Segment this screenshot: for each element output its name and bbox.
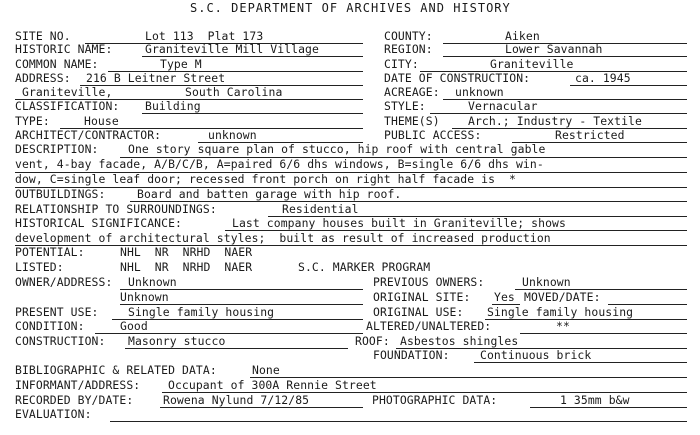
condition-value: Good — [120, 319, 148, 333]
date-of-construction-value: ca. 1945 — [575, 71, 631, 85]
outbuildings-label: OUTBUILDINGS: — [15, 187, 106, 201]
type-value: House — [84, 114, 119, 128]
present-use-label: PRESENT USE: — [15, 305, 99, 319]
significance-line-1: Last company houses built in Graniteville; shows — [232, 216, 566, 230]
condition-label: CONDITION: — [15, 319, 85, 333]
bibliographic-label: BIBLIOGRAPHIC & RELATED DATA: — [15, 363, 217, 377]
photographic-value: 1 35mm b&w — [560, 393, 630, 407]
acreage-label: ACREAGE: — [384, 85, 440, 99]
potential-options: NHL NR NRHD NAER — [120, 245, 253, 259]
form-title: S.C. DEPARTMENT OF ARCHIVES AND HISTORY — [190, 1, 511, 15]
original-use-label: ORIGINAL USE: — [373, 305, 464, 319]
owner-label: OWNER/ADDRESS: — [15, 275, 113, 289]
potential-label: POTENTIAL: — [15, 245, 85, 259]
significance-underline-2 — [15, 245, 687, 246]
historic-name-label: HISTORIC NAME: — [15, 42, 113, 56]
description-line-1: One story square plan of stucco, hip roof with central gable — [128, 142, 546, 156]
construction-underline — [125, 348, 348, 349]
county-label: COUNTY: — [384, 29, 433, 43]
owner-value-2: Unknown — [120, 290, 169, 304]
bibliographic-value: None — [252, 363, 280, 377]
construction-value: Masonry stucco — [128, 334, 226, 348]
evaluation-underline — [110, 421, 687, 422]
present-use-underline — [112, 319, 363, 320]
recorded-by-label: RECORDED BY/DATE: — [15, 393, 134, 407]
marker-program: S.C. MARKER PROGRAM — [298, 260, 431, 274]
site-no-value: Lot 113 Plat 173 — [145, 29, 264, 43]
architect-label: ARCHITECT/CONTRACTOR: — [15, 128, 162, 142]
present-use-value: Single family housing — [128, 305, 275, 319]
recorded-by-value: Rowena Nylund 7/12/85 — [163, 393, 310, 407]
region-value: Lower Savannah — [505, 42, 603, 56]
themes-value: Arch.; Industry - Textile — [468, 114, 642, 128]
style-label: STYLE: — [384, 99, 426, 113]
significance-line-2: development of architectural styles; built as result of increased production — [15, 231, 551, 245]
informant-value: Occupant of 300A Rennie Street — [168, 378, 377, 392]
previous-owners-value: Unknown — [522, 275, 571, 289]
classification-value: Building — [145, 99, 201, 113]
themes-label: THEME(S) — [384, 114, 440, 128]
date-of-construction-label: DATE OF CONSTRUCTION: — [384, 71, 531, 85]
address-city: Graniteville, — [22, 85, 113, 99]
informant-label: INFORMANT/ADDRESS: — [15, 378, 141, 392]
type-label: TYPE: — [15, 114, 50, 128]
public-access-label: PUBLIC ACCESS: — [384, 128, 482, 142]
relationship-label: RELATIONSHIP TO SURROUNDINGS: — [15, 202, 217, 216]
address-label: ADDRESS: — [15, 71, 71, 85]
description-line-3: dow, C=single leaf door; recessed front porch on right half facade is * — [15, 172, 516, 186]
significance-label: HISTORICAL SIGNIFICANCE: — [15, 216, 182, 230]
previous-owners-label: PREVIOUS OWNERS: — [373, 275, 485, 289]
city-label: CITY: — [384, 57, 419, 71]
address-state: South Carolina — [185, 85, 283, 99]
listed-options: NHL NR NRHD NAER — [120, 260, 253, 274]
style-value: Vernacular — [468, 99, 538, 113]
photographic-label: PHOTOGRAPHIC DATA: — [372, 393, 498, 407]
region-label: REGION: — [384, 42, 433, 56]
city-value: Graniteville — [490, 57, 574, 71]
original-use-underline — [485, 319, 687, 320]
altered-label: ALTERED/UNALTERED: — [366, 319, 492, 333]
classification-underline — [142, 113, 363, 114]
moved-date-label: MOVED/DATE: — [524, 290, 601, 304]
historic-name-value: Graniteville Mill Village — [145, 42, 319, 56]
description-line-2: vent, 4-bay facade, A/B/C/B, A=paired 6/6 dhs windows, B=single 6/6 dhs win- — [15, 157, 544, 171]
roof-value: Asbestos shingles — [400, 334, 519, 348]
common-name-value: Type M — [160, 57, 202, 71]
original-use-value: Single family housing — [487, 305, 634, 319]
original-site-label: ORIGINAL SITE: — [373, 290, 471, 304]
site-no-label: SITE NO. — [15, 29, 71, 43]
county-value: Aiken — [505, 29, 540, 43]
foundation-label: FOUNDATION: — [373, 348, 450, 362]
original-site-value: Yes — [494, 290, 515, 304]
altered-value: ** — [556, 319, 570, 333]
construction-label: CONSTRUCTION: — [15, 334, 106, 348]
classification-label: CLASSIFICATION: — [15, 99, 120, 113]
relationship-value: Residential — [282, 202, 359, 216]
foundation-value: Continuous brick — [480, 348, 592, 362]
evaluation-label: EVALUATION: — [15, 407, 92, 421]
photographic-underline — [530, 407, 687, 408]
public-access-value: Restricted — [555, 128, 625, 142]
roof-label: ROOF: — [355, 334, 390, 348]
description-label: DESCRIPTION: — [15, 142, 99, 156]
listed-label: LISTED: — [15, 260, 64, 274]
address-value: 216 B Leitner Street — [86, 71, 226, 85]
architect-value: unknown — [208, 128, 257, 142]
common-name-label: COMMON NAME: — [15, 57, 99, 71]
date-of-construction-underline — [570, 85, 687, 86]
owner-value: Unknown — [128, 275, 177, 289]
altered-underline — [520, 333, 687, 334]
recorded-by-underline — [160, 407, 363, 408]
outbuildings-value: Board and batten garage with hip roof. — [137, 187, 402, 201]
foundation-underline — [474, 362, 687, 363]
acreage-value: unknown — [455, 85, 504, 99]
